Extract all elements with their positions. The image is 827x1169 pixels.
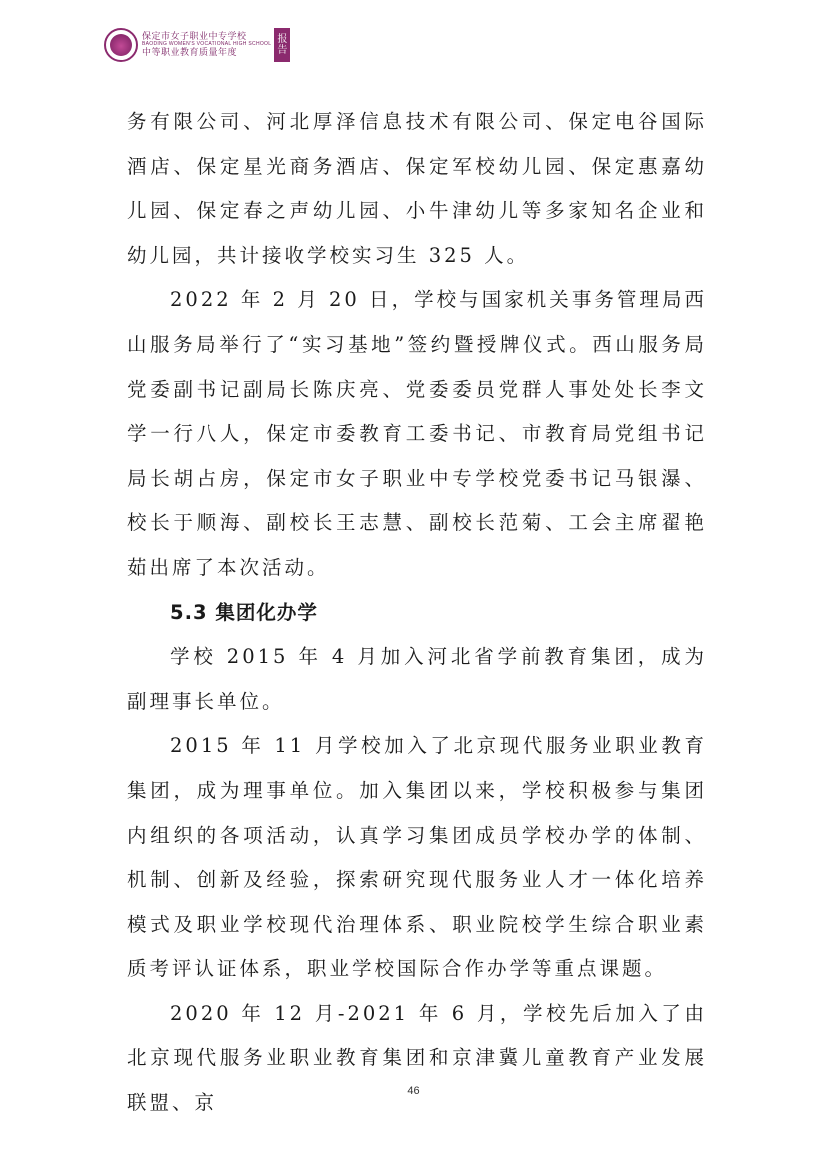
school-logo-icon [104,28,138,62]
paragraph-beijing-group: 2015 年 11 月学校加入了北京现代服务业职业教育集团，成为理事单位。加入集团以来，学校积极参与集团内组织的各项活动，认真学习集团成员学校办学的体制、机制、创新及经验，探索研究现代服务业人才一体化培养模式及职业学校现代治理体系、职业院校学生综合职业素质考评认证体系，职业学校国际合作办学等重点课题。 [127,734,707,981]
school-name: 保定市女子职业中专学校 [142,31,247,42]
page-number: 46 [407,1085,420,1097]
school-name-en: BAODING WOMEN'S VOCATIONAL HIGH SCHOOL [142,41,272,48]
logo-emblem [110,34,132,56]
header-text-block [142,33,271,57]
report-title: 中等职业教育质量年度 [142,46,238,57]
section-heading: 5.3 集团化办学 [170,600,318,624]
report-badge [274,28,290,62]
paragraph-alliances: 2020 年 12 月-2021 年 6 月，学校先后加入了由北京现代服务业职业教育集团和京津冀儿童教育产业发展联盟、京 [127,1001,707,1115]
paragraph-continuation: 务有限公司、河北厚泽信息技术有限公司、保定电谷国际酒店、保定星光商务酒店、保定军校幼儿园、保定惠嘉幼儿园、保定春之声幼儿园、小牛津幼儿等多家知名企业和幼儿园，共计接收学校实习生 325 人。 [127,110,707,267]
badge-char-1: 报 [277,33,288,45]
paragraph-hebei-group: 学校 2015 年 4 月加入河北省学前教育集团，成为副理事长单位。 [127,645,707,713]
paragraph-signing-ceremony: 2022 年 2 月 20 日，学校与国家机关事务管理局西山服务局举行了“实习基地”签约暨授牌仪式。西山服务局党委副书记副局长陈庆亮、党委委员党群人事处处长李文学一行八人，保定市委教育工委书记、市教育局党组书记局长胡占房，保定市女子职业中专学校党委书记马银瀑、校长于顺海、副校长王志慧、副校长范菊、工会主席翟艳茹出席了本次活动。 [127,288,707,579]
page-header [104,26,290,64]
document-body [127,100,707,1126]
badge-char-2: 告 [277,45,288,56]
